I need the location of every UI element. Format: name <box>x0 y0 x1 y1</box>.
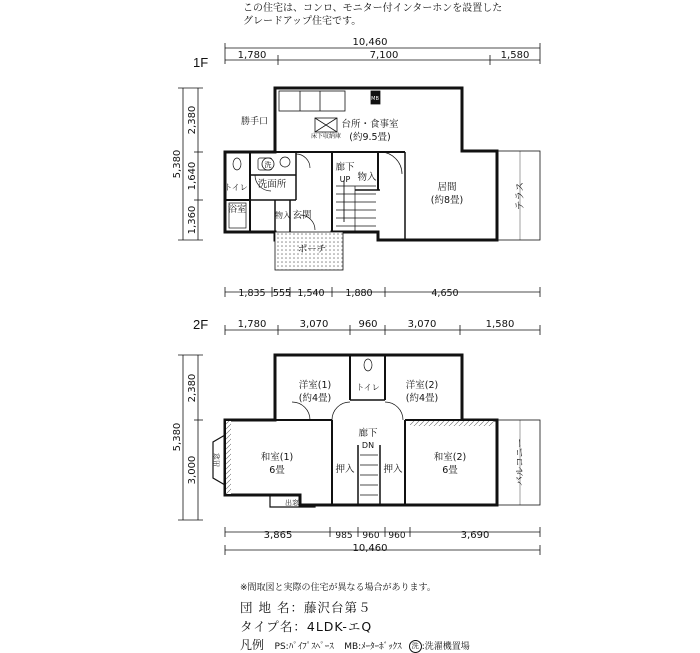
1f-dim-side-1: 2,380 <box>187 105 198 135</box>
2f-dim-top-1: 1,780 <box>237 319 267 330</box>
2f-dim-bottom-2: 985 <box>335 531 353 541</box>
1f-wash-mark: 洗 <box>264 161 272 169</box>
legend-label: 凡例 <box>240 638 265 652</box>
disclaimer: ※間取図と実際の住宅が異なる場合があります。 <box>240 583 436 593</box>
2f-western2-size: (約4畳) <box>405 393 439 404</box>
2f-balcony-label: バルコニー <box>515 438 526 486</box>
1f-washroom-label: 洗面所 <box>257 179 287 190</box>
2f-dim-top-4: 3,070 <box>407 319 437 330</box>
2f-toilet-label: トイレ <box>356 383 380 392</box>
1f-dim-bottom-5: 4,650 <box>431 288 459 299</box>
2f-dim-total: 10,460 <box>352 543 388 554</box>
2f-closet2-label: 押入 <box>383 464 403 475</box>
complex-label: 団 地 名： <box>240 600 304 615</box>
legend-mb: MB:ﾒｰﾀｰﾎﾞｯｸｽ <box>344 642 402 652</box>
1f-kitchen-label: 台所・食事室 <box>341 119 399 130</box>
2f-dim-top-3: 960 <box>358 319 378 330</box>
floor-label-2f: 2F <box>193 317 209 332</box>
1f-corridor-label: 廊下 <box>335 162 355 173</box>
type-row <box>240 617 372 635</box>
2f-western1-label: 洋室(1) <box>298 380 332 391</box>
header-note: この住宅は、コンロ、モニター付インターホンを設置した グレードアップ住宅です。 <box>243 3 503 27</box>
1f-dim-bottom-1: 1,835 <box>238 288 266 299</box>
1f-back-door-label: 勝手口 <box>241 117 269 127</box>
2f-dim-bottom-4: 960 <box>388 531 406 541</box>
1f-dim-bottom-4: 1,880 <box>345 288 373 299</box>
1f-terrace-label: テラス <box>515 181 526 211</box>
2f-western1-size: (約4畳) <box>298 393 332 404</box>
1f-stairs <box>336 180 376 232</box>
1f-dim-top-1: 1,780 <box>237 50 267 61</box>
1f-toilet-label: トイレ <box>224 183 248 192</box>
1f-dim-bottom-2: 555 <box>272 288 292 299</box>
2f-closet1-label: 押入 <box>335 464 355 475</box>
2f-dim-top-2: 3,070 <box>299 319 329 330</box>
2f-western2-label: 洋室(2) <box>405 380 439 391</box>
1f-dim-top-2: 7,100 <box>369 50 399 61</box>
1f-mb-label: MB <box>371 96 379 102</box>
2f-dim-side-2: 3,000 <box>187 455 198 485</box>
1f-storage-label: 物入 <box>357 172 377 183</box>
1f-dim-bottom-3: 1,540 <box>297 288 325 299</box>
1f-storage2-label: 物入 <box>275 211 291 220</box>
2f-dim-side-total: 5,380 <box>172 422 183 452</box>
complex-name: 藤沢台第５ <box>303 600 372 615</box>
legend-wash: :洗濯機置場 <box>421 642 470 652</box>
1f-stairs-up-label: UP <box>339 175 351 184</box>
2f-japanese2-size: 6畳 <box>442 465 458 476</box>
2f-japanese2-label: 和室(2) <box>433 452 467 463</box>
type-label: タイプ名： <box>240 619 307 634</box>
type-name: 4LDK-エQ <box>306 619 373 634</box>
1f-bath-label: 浴室 <box>227 205 247 215</box>
floor-label-1f: 1F <box>193 55 209 70</box>
2f-dim-side-1: 2,380 <box>187 373 198 403</box>
1f-dim-side-2: 1,640 <box>187 161 198 191</box>
1f-entrance-label: 玄関 <box>292 210 312 221</box>
2f-window2-label: 出窓 <box>285 499 299 507</box>
legend-ps: PS:ﾊﾟｲﾌﾟｽﾍﾟｰｽ <box>274 642 334 652</box>
2f-window1-label: 出窓 <box>213 453 221 467</box>
2f-stairs <box>360 455 378 495</box>
2f-japanese1-size: 6畳 <box>269 465 285 476</box>
legend-wash-icon: 洗 <box>409 640 422 653</box>
2f-dim-bottom-1: 3,865 <box>263 530 293 541</box>
1f-dim-total: 10,460 <box>352 37 388 48</box>
legend-row <box>240 636 470 653</box>
2f-dim-bottom-3: 960 <box>362 531 380 541</box>
1f-kitchen-size: (約9.5畳) <box>349 132 391 143</box>
1f-dimensions <box>178 43 540 297</box>
complex-row <box>240 598 371 616</box>
1f-dim-top-3: 1,580 <box>500 50 530 61</box>
2f-dim-top-5: 1,580 <box>485 319 515 330</box>
2f-dim-bottom-5: 3,690 <box>460 530 490 541</box>
1f-living-size: (約8畳) <box>430 195 464 206</box>
2f-stairs-dn-label: DN <box>361 441 375 450</box>
1f-porch-label: ポーチ <box>297 244 327 255</box>
1f-dim-side-total: 5,380 <box>172 149 183 179</box>
1f-dim-side-3: 1,360 <box>187 205 198 235</box>
1f-living-label: 居間 <box>437 182 457 193</box>
2f-corridor-label: 廊下 <box>358 428 378 439</box>
2f-japanese1-label: 和室(1) <box>260 452 294 463</box>
1f-underfloor-label: 床下収納庫 <box>310 133 342 140</box>
2f-dimensions <box>178 325 540 555</box>
